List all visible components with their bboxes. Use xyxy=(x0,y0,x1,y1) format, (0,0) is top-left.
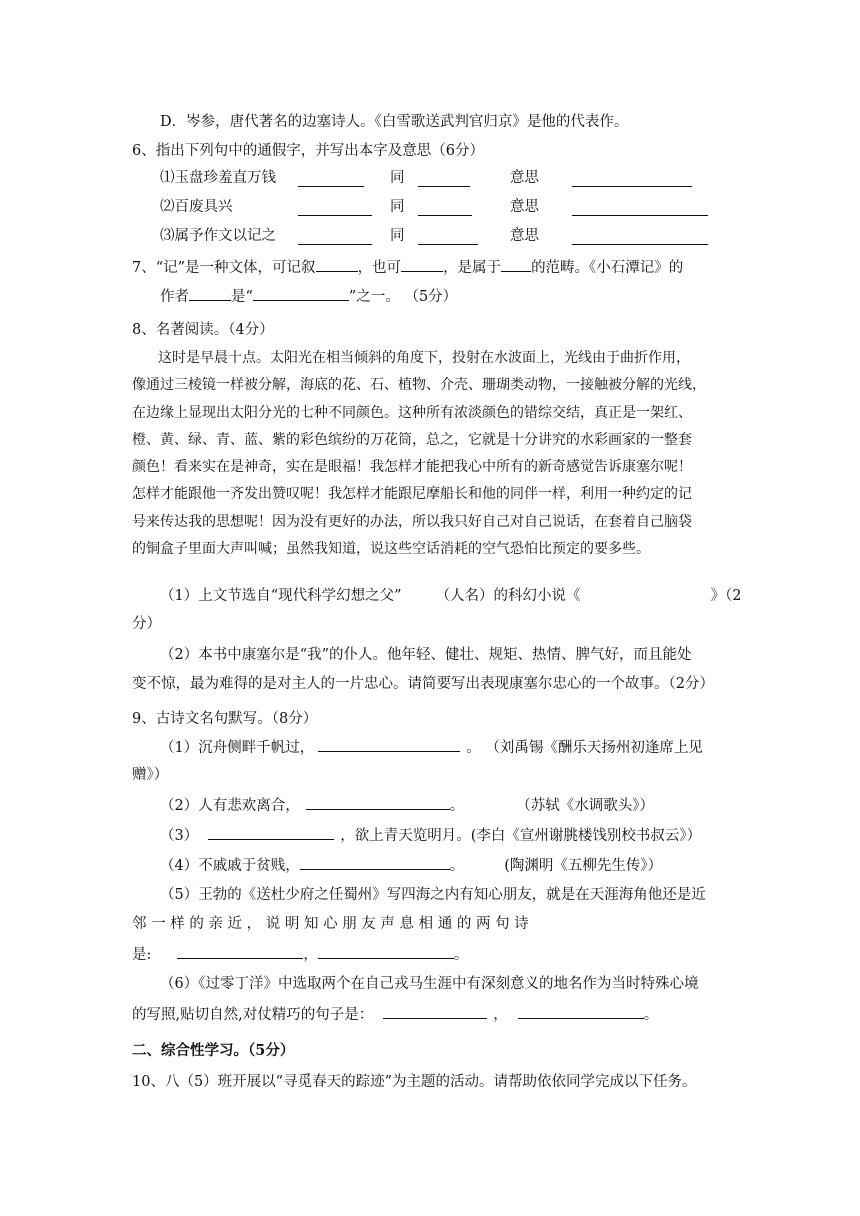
q9-item-1-b: 。 （刘禹锡《酬乐天扬州初逢席上见 xyxy=(466,740,703,756)
q7-blank-narrate[interactable] xyxy=(316,257,358,272)
passage-line: 号来传达我的思想呢！因为没有更好的办法，所以我只好自己对自己说话，在套着自己脑袋 xyxy=(132,513,692,530)
q9-item-3-blank[interactable] xyxy=(208,825,334,840)
q9-item-1-blank[interactable] xyxy=(318,737,460,752)
q9-item-1-a: （1）沉舟侧畔千帆过， xyxy=(160,740,315,756)
q8-sub-1-c: 》（2 xyxy=(710,588,742,604)
q9-item-6-b1: 的写照,贴切自然,对仗精巧的句子是： xyxy=(132,1007,374,1023)
q9-item-3 xyxy=(160,825,701,846)
q7-text-e: 作者 xyxy=(160,289,189,305)
q9-item-2 xyxy=(160,795,654,816)
q7-blank-category[interactable] xyxy=(501,257,531,272)
section-2-title: 二、综合性学习。（5分） xyxy=(132,1042,295,1059)
q6-item-1-char-blank[interactable] xyxy=(298,172,364,187)
q7-blank-author[interactable] xyxy=(189,286,231,301)
q9-item-4 xyxy=(160,855,662,876)
question-7-line-2 xyxy=(160,286,457,307)
q9-item-2-b: 。 xyxy=(449,798,465,814)
q6-item-1-meaning-blank[interactable] xyxy=(572,172,692,187)
q6-item-3-meaning-blank[interactable] xyxy=(572,230,708,245)
q9-item-3-a: （3） xyxy=(160,828,199,844)
q7-text-a: 7、“记”是一种文体，可记叙 xyxy=(132,260,316,276)
q9-item-4-c: (陶渊明《五柳先生传》） xyxy=(504,858,663,874)
q6-item-2-original-blank[interactable] xyxy=(418,201,472,216)
q9-item-5-c1: 是: xyxy=(132,947,152,963)
q6-item-3-same: 同 xyxy=(390,228,405,244)
q8-passage xyxy=(132,345,732,563)
passage-line: 的铜盒子里面大声叫喊；虽然我知道，说这些空话消耗的空气恐怕比预定的要多些。 xyxy=(132,541,650,558)
q6-item-2 xyxy=(160,197,233,217)
q9-item-3-b: ，欲上青天览明月。(李白《宣州谢朓楼饯别校书叔云》） xyxy=(340,828,702,844)
q9-item-5-blank-1[interactable] xyxy=(177,944,303,959)
q6-item-3-char-blank[interactable] xyxy=(298,230,372,245)
q7-text-g: ”之一。 （5分） xyxy=(348,289,458,305)
q9-item-6: （6）《过零丁洋》中选取两个在自己戎马生涯中有深刻意义的地名作为当时特殊心境 xyxy=(160,976,699,992)
passage-line: 在边缘上显现出太阳分光的七种不同颜色。这种所有浓淡颜色的错综交结，真正是一架红、 xyxy=(132,404,692,421)
q6-item-1-meaning-label: 意思 xyxy=(510,170,539,186)
q9-item-6-cont xyxy=(132,1004,658,1025)
q6-item-1-text: ⑴玉盘珍羞直万钱 xyxy=(160,170,276,186)
q7-text-c: ，是属于 xyxy=(443,260,502,276)
q9-item-5-c3: 。 xyxy=(453,947,469,963)
q7-text-b: ，也可 xyxy=(357,260,402,276)
q7-text-f: 是“ xyxy=(231,289,253,305)
q9-item-4-blank[interactable] xyxy=(300,855,450,870)
q9-item-6-b2: ， xyxy=(493,1007,508,1023)
question-6-title: 6、指出下列句中的通假字，并写出本字及意思（6分） xyxy=(132,143,484,159)
q8-sub-1-cont: 分） xyxy=(132,616,161,632)
q9-item-5: （5）王勃的《送杜少府之任蜀州》写四海之内有知心朋友，就是在天涯海角他还是近 xyxy=(160,887,706,903)
q9-item-6-b3: 。 xyxy=(643,1007,659,1023)
q9-item-2-blank[interactable] xyxy=(306,795,450,810)
q9-item-5-cont: 邻 一 样 的 亲 近 ， 说 明 知 心 朋 友 声 息 相 通 的 两 句 诗 xyxy=(132,916,529,932)
q7-blank-group[interactable] xyxy=(253,286,349,301)
q9-item-5-c2: ， xyxy=(303,947,318,963)
q9-item-1 xyxy=(160,737,703,758)
q9-item-6-blank-2[interactable] xyxy=(518,1004,644,1019)
q7-blank-also[interactable] xyxy=(401,257,443,272)
question-10: 10、八（5）班开展以“寻觅春天的踪迹”为主题的活动。请帮助依依同学完成以下任务。 xyxy=(132,1074,697,1090)
passage-line: 这时是早晨十点。太阳光在相当倾斜的角度下，投射在水波面上，光线由于曲折作用， xyxy=(158,350,690,366)
passage-line: 橙、黄、绿、青、蓝、紫的彩色缤纷的万花筒，总之，它就是十分讲究的水彩画家的一整套 xyxy=(132,431,692,448)
q6-item-2-same: 同 xyxy=(390,199,405,215)
q6-item-3-meaning-label: 意思 xyxy=(510,228,539,244)
q6-item-1 xyxy=(160,168,276,188)
q6-item-1-same: 同 xyxy=(390,170,405,186)
q9-item-2-a: （2）人有悲欢离合， xyxy=(160,798,300,814)
question-7-line-1 xyxy=(132,257,683,278)
q9-item-5-answer xyxy=(132,944,468,965)
question-8-title: 8、名著阅读。（4分） xyxy=(132,322,274,338)
passage-line: 怎样才能跟他一齐发出赞叹呢！我怎样才能跟尼摩船长和他的同伴一样，利用一种约定的记 xyxy=(132,486,692,503)
passage-line: 像通过三棱镜一样被分解，海底的花、石、植物、介壳、珊瑚类动物，一接触被分解的光线， xyxy=(132,377,706,394)
q6-item-2-meaning-blank[interactable] xyxy=(572,201,708,216)
q6-item-3-original-blank[interactable] xyxy=(418,230,478,245)
question-9-title: 9、古诗文名句默写。（8分） xyxy=(132,711,318,727)
q6-item-2-meaning-label: 意思 xyxy=(510,199,539,215)
q9-item-4-a: （4）不戚戚于贫贱， xyxy=(160,858,300,874)
q8-sub-1-a: （1）上文节选自“现代科学幻想之父” xyxy=(160,588,402,604)
q6-item-3 xyxy=(160,226,276,246)
q6-item-1-original-blank[interactable] xyxy=(418,172,470,187)
q9-item-6-blank-1[interactable] xyxy=(383,1004,487,1019)
passage-line: 颜色！看来实在是神奇，实在是眼福！我怎样才能把我心中所有的新奇感觉告诉康塞尔呢！ xyxy=(132,459,692,476)
q8-sub-1-b: （人名）的科幻小说《 xyxy=(435,588,581,604)
q8-sub-2-cont: 变不惊，最为难得的是对主人的一片忠心。请简要写出表现康塞尔忠心的一个故事。（2分） xyxy=(132,676,714,692)
q9-item-1-cont: 赠》） xyxy=(132,767,169,783)
q9-item-4-b: 。 xyxy=(449,858,465,874)
option-d: D．岑参，唐代著名的边塞诗人。《白雪歌送武判官归京》是他的代表作。 xyxy=(160,114,629,130)
q9-item-2-c: （苏轼《水调歌头》） xyxy=(516,798,654,814)
q9-item-5-blank-2[interactable] xyxy=(318,944,454,959)
q8-sub-2: （2）本书中康塞尔是“我”的仆人。他年轻、健壮、规矩、热情、脾气好，而且能处 xyxy=(160,647,692,663)
q6-item-2-char-blank[interactable] xyxy=(298,201,372,216)
q6-item-2-text: ⑵百废具兴 xyxy=(160,199,233,215)
q6-item-3-text: ⑶属予作文以记之 xyxy=(160,228,276,244)
q8-sub-1 xyxy=(160,586,742,606)
q7-text-d: 的范畴。《小石潭记》的 xyxy=(531,260,684,276)
